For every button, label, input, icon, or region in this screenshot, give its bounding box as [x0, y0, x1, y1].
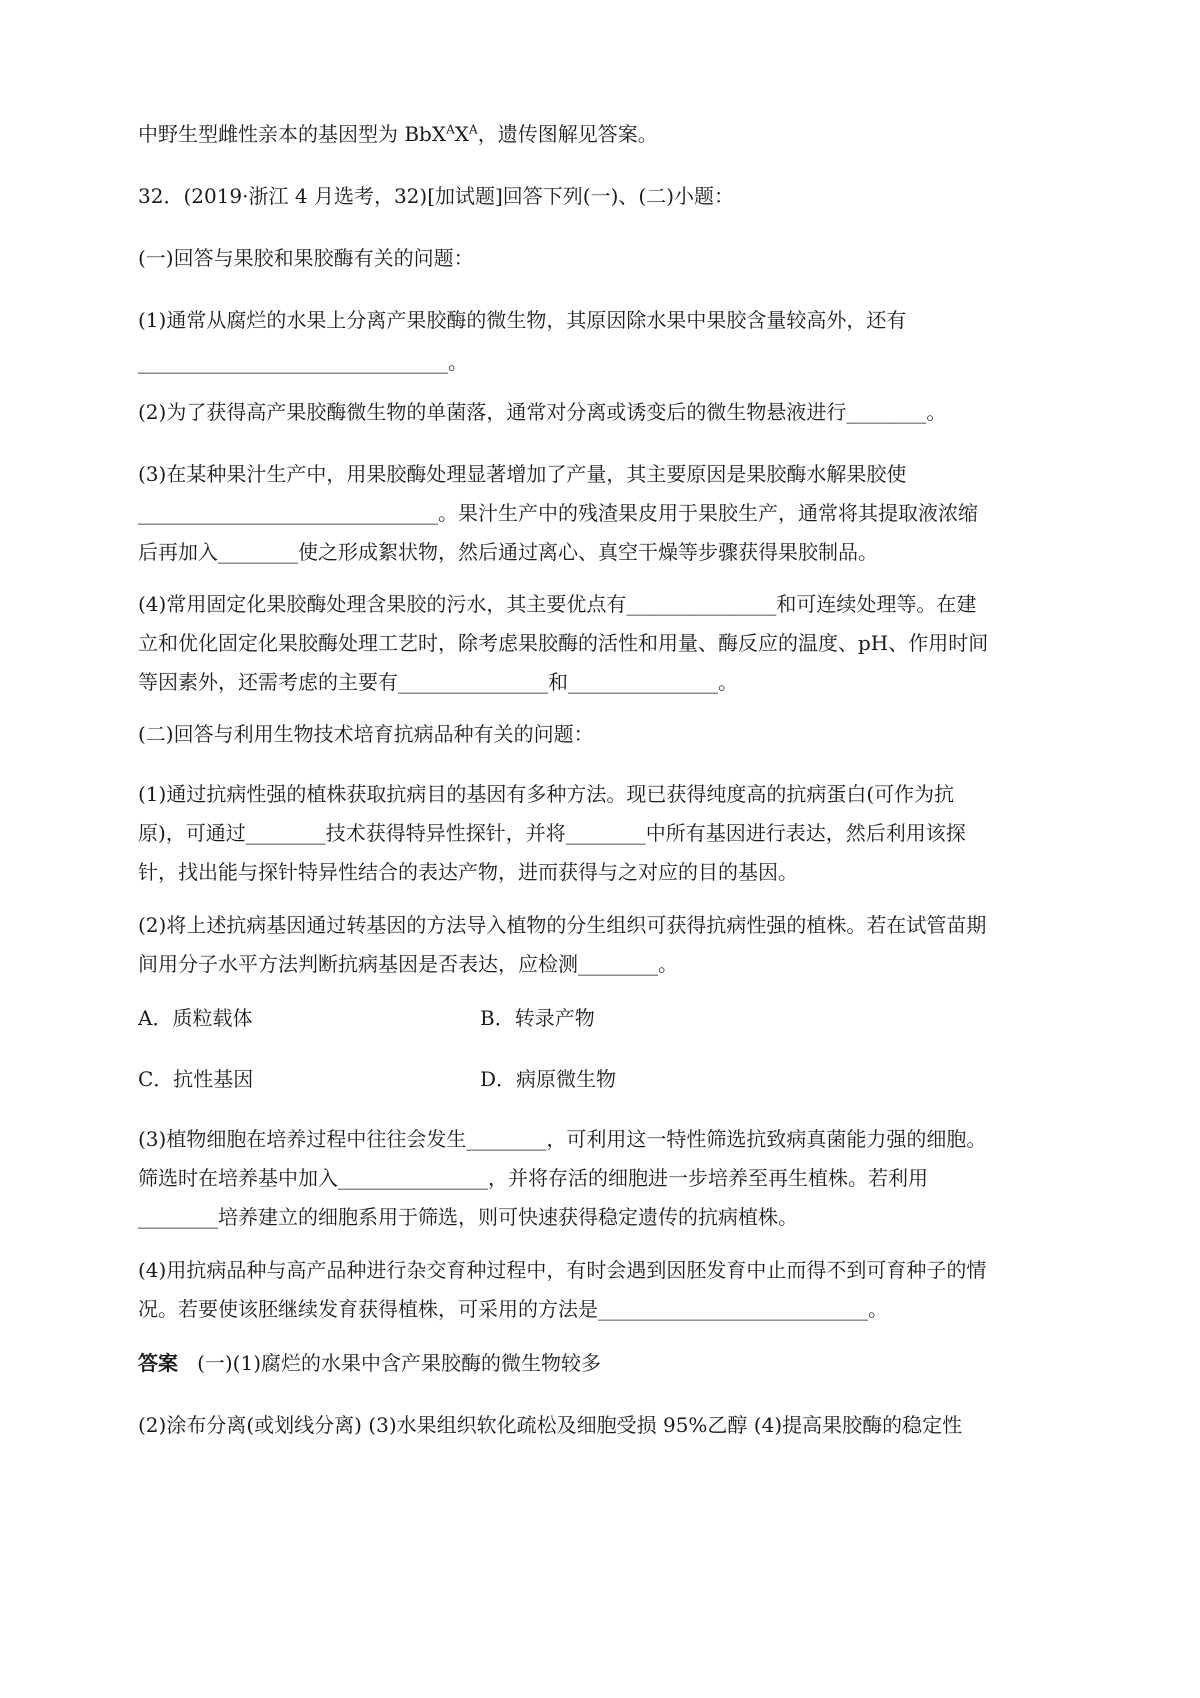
q2-2-line: (2)将上述抗病基因通过转基因的方法导入植物的分生组织可获得抗病性强的植株。若在试管苗期: [138, 913, 987, 937]
q2-1-line: 原)，可通过________技术获得特异性探针，并将________中所有基因进行表达，然后利用该探: [138, 821, 966, 845]
answer-text: (一)(1)腐烂的水果中含产果胶酶的微生物较多: [197, 1351, 602, 1375]
carryover-text: X: [454, 122, 470, 146]
q2-3-line: 筛选时在培养基中加入_______________，并将存活的细胞进一步培养至再生植株。若利用: [138, 1166, 928, 1190]
q2-line: (2)为了获得高产果胶酶微生物的单菌落，通常对分离或诱变后的微生物悬液进行________。: [138, 400, 947, 424]
option-c: C．抗性基因: [138, 1067, 254, 1091]
section-one-heading: (一)回答与果胶和果胶酶有关的问题：: [138, 246, 474, 270]
carryover-text: 中野生型雌性亲本的基因型为 BbX: [138, 122, 447, 146]
q4-line: 等因素外，还需考虑的主要有_______________和_______________。: [138, 670, 738, 694]
q2-4-line: (4)用抗病品种与高产品种进行杂交育种过程中，有时会遇到因胚发育中止而得不到可育种子的情: [138, 1258, 987, 1282]
q3-line: ______________________________。果汁生产中的残渣果皮用于果胶生产，通常将其提取液浓缩: [138, 501, 978, 525]
question-title: 32．(2019·浙江 4 月选考，32)[加试题]回答下列(一)、(二)小题：: [138, 184, 735, 208]
q2-1-line: (1)通过抗病性强的植株获取抗病目的基因有多种方法。现已获得纯度高的抗病蛋白(可作为抗: [138, 782, 955, 806]
option-d: D．病原微生物: [480, 1067, 617, 1091]
section-two-heading: (二)回答与利用生物技术培育抗病品种有关的问题：: [138, 722, 594, 746]
q2-2-line: 间用分子水平方法判断抗病基因是否表达，应检测________。: [138, 952, 678, 976]
answer-label: 答案: [138, 1351, 178, 1375]
q4-line: (4)常用固定化果胶酶处理含果胶的污水，其主要优点有_______________和可连续处理等。在建: [138, 592, 977, 616]
superscript: A: [446, 122, 455, 137]
q3-line: (3)在某种果汁生产中，用果胶酶处理显著增加了产量，其主要原因是果胶酶水解果胶使: [138, 462, 907, 486]
q1-line: (1)通常从腐烂的水果上分离产果胶酶的微生物，其原因除水果中果胶含量较高外，还有: [138, 308, 907, 332]
option-b: B．转录产物: [480, 1006, 595, 1030]
option-a: A．质粒载体: [138, 1006, 253, 1030]
q2-3-line: ________培养建立的细胞系用于筛选，则可快速获得稳定遗传的抗病植株。: [138, 1205, 798, 1229]
answer-line-2: (2)涂布分离(或划线分离) (3)水果组织软化疏松及细胞受损 95%乙醇 (4)提高果胶酶的稳定性: [138, 1413, 963, 1437]
answer-line: [138, 1349, 601, 1377]
superscript: A: [469, 122, 478, 137]
q2-3-line: (3)植物细胞在培养过程中往往会发生________，可利用这一特性筛选抗致病真菌能力强的细胞。: [138, 1127, 987, 1151]
q2-1-line: 针，找出能与探针特异性结合的表达产物，进而获得与之对应的目的基因。: [138, 860, 798, 884]
q3-line: 后再加入________使之形成絮状物，然后通过离心、真空干燥等步骤获得果胶制品。: [138, 540, 878, 564]
q2-4-line: 况。若要使该胚继续发育获得植株，可采用的方法是___________________________。: [138, 1297, 888, 1321]
carryover-text: ，遗传图解见答案。: [477, 122, 658, 146]
q1-blank-line: _______________________________。: [138, 350, 468, 374]
q4-line: 立和优化固定化果胶酶处理工艺时，除考虑果胶酶的活性和用量、酶反应的温度、pH、作用时间: [138, 631, 989, 655]
carryover-line: [138, 120, 658, 148]
